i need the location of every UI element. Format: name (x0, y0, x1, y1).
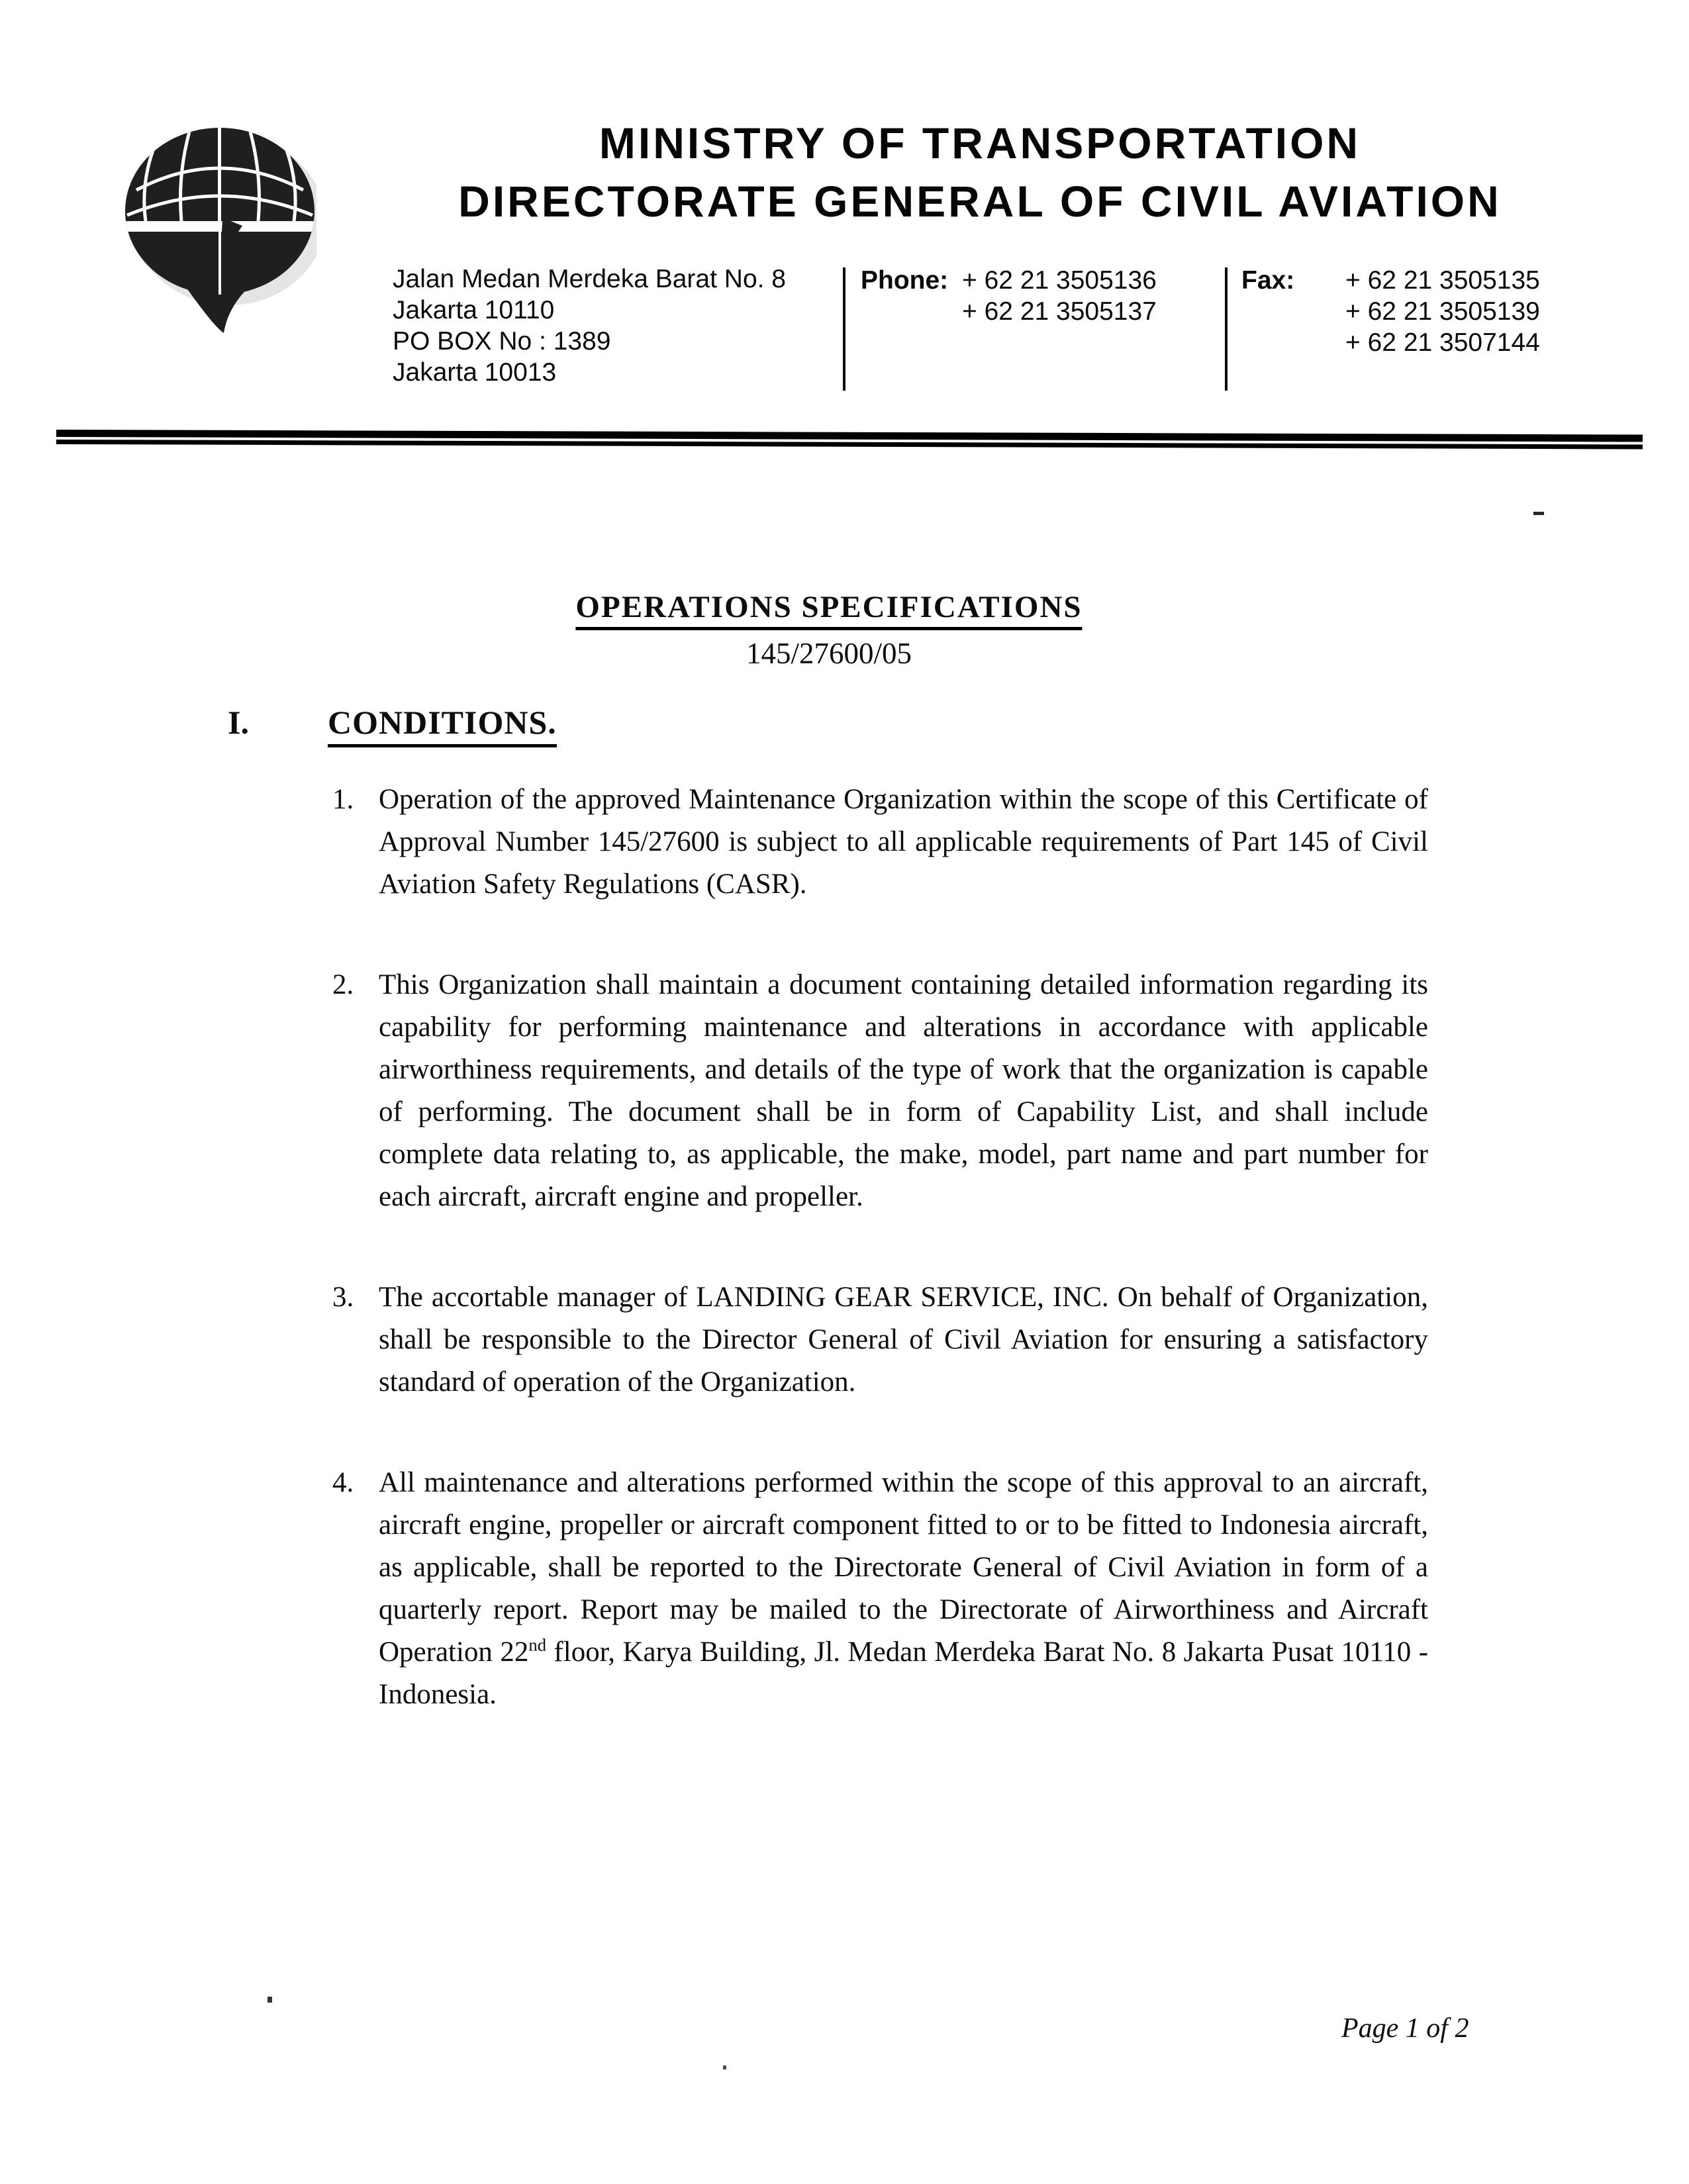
list-item (332, 1462, 1428, 1716)
ministry-title: MINISTRY OF TRANSPORTATION (599, 119, 1361, 167)
page-number: Page 1 of 2 (1341, 2013, 1469, 2044)
fax-label: Fax: (1241, 266, 1295, 295)
phone-label: Phone: (861, 266, 949, 295)
fax-number: + 62 21 3505135 (1345, 266, 1540, 295)
scan-artifact (267, 1997, 272, 2003)
fax-block (1241, 265, 1540, 358)
fax-number: + 62 21 3507144 (1345, 328, 1540, 357)
superscript: nd (528, 1635, 547, 1655)
section-numeral: I. (228, 704, 249, 741)
vertical-divider (843, 267, 845, 391)
item-number: 4. (332, 1467, 354, 1498)
phone-number: + 62 21 3505136 (962, 266, 1157, 295)
item-text-part: floor, Karya Building, Jl. Medan Merdeka Barat No. 8 Jakarta Pusat 10110 - Indonesia. (379, 1637, 1429, 1710)
list-item (332, 1276, 1428, 1403)
address-line: Jalan Medan Merdeka Barat No. 8 (393, 265, 786, 293)
fax-number: + 62 21 3505139 (1345, 297, 1540, 326)
section-heading: CONDITIONS. (328, 703, 557, 747)
conditions-list (332, 779, 1428, 1774)
vertical-divider (1225, 267, 1228, 391)
document-title-block (575, 589, 1082, 671)
item-number: 1. (332, 784, 354, 815)
letterhead-titles (344, 114, 1616, 230)
item-number: 2. (332, 969, 354, 1000)
address-line: PO BOX No : 1389 (393, 327, 611, 356)
letterhead-rule (56, 430, 1643, 450)
phone-number: + 62 21 3505137 (962, 297, 1157, 326)
address-block (393, 263, 786, 388)
list-item (332, 779, 1428, 906)
item-text: Operation of the approved Maintenance Organization within the scope of this Certificate of Approval Number 145/27600 is subject to all applicable requirements of Part 145 of Civil Aviation Safety Regulations (CASR). (379, 784, 1428, 900)
directorate-title: DIRECTORATE GENERAL OF CIVIL AVIATION (458, 177, 1502, 226)
item-text (379, 1462, 1428, 1716)
phone-block (861, 265, 1157, 327)
scan-artifact (723, 2065, 726, 2069)
item-text: This Organization shall maintain a document containing detailed information regarding its capability for performing maintenance and alterations in accordance with applicable airworthiness requirements, and details of the type of work that the organization is capable of performing. The document shall be in form of Capability List, and shall include complete data relating to, as applicable, the make, model, part name and part number for each aircraft, aircraft engine and propeller. (379, 969, 1428, 1212)
ministry-of-transportation-logo (123, 126, 316, 338)
item-text: The accortable manager of LANDING GEAR SERVICE, INC. On behalf of Organization, shall be responsible to the Director General of Civil Aviation for ensuring a satisfactory standard of operation of the Organization. (379, 1282, 1428, 1398)
scan-artifact (1533, 512, 1544, 515)
item-number: 3. (332, 1282, 354, 1313)
address-line: Jakarta 10013 (393, 358, 557, 387)
address-line: Jakarta 10110 (393, 296, 555, 324)
document-title: OPERATIONS SPECIFICATIONS (575, 589, 1082, 630)
item-text-part: All maintenance and alterations performed within the scope of this approval to an aircraft, aircraft engine, propeller or aircraft component fitted to or to be fitted to Indonesia aircraft, as applicable, shall be reported to the Directorate General of Civil Aviation in form of a quarterly report. Report may be mailed to the Directorate of Airworthiness and Aircraft Operation 22 (379, 1467, 1428, 1668)
document-number: 145/27600/05 (746, 637, 912, 670)
list-item (332, 964, 1428, 1218)
